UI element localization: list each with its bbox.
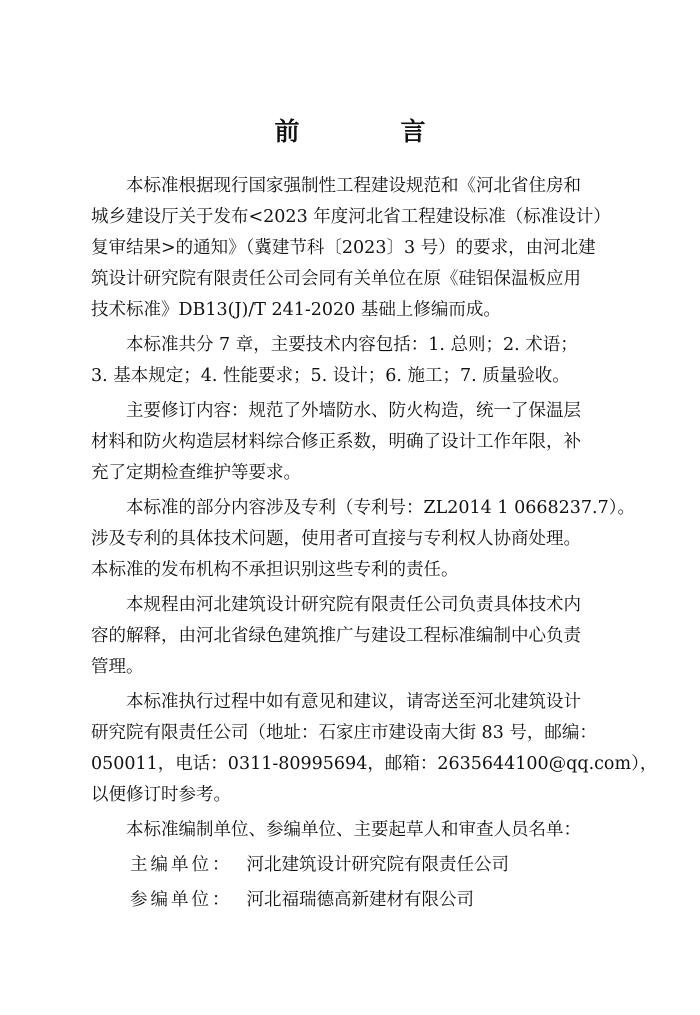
paragraph-line: 充了定期检查维护等要求。 <box>91 463 301 483</box>
paragraph-line: 3. 基本规定；4. 性能要求；5. 设计；6. 施工；7. 质量验收。 <box>91 366 570 386</box>
unit-value: 河北福瑞德高新建材有限公司 <box>246 890 474 910</box>
paragraph-line: 涉及专利的具体技术问题，使用者可直接与专利权人协商处理。 <box>91 529 581 549</box>
paragraph-main-revisions <box>91 396 611 489</box>
paragraph-feedback <box>91 687 658 811</box>
unit-label: 主编单位： <box>130 855 233 875</box>
paragraph-line: 本规程由河北建筑设计研究院有限责任公司负责具体技术内 <box>126 595 581 615</box>
paragraph-line: 城乡建设厅关于发布<2023 年度河北省工程建设标准（标准设计） <box>91 207 611 227</box>
paragraph-line: 复审结果>的通知》（冀建节科〔2023〕3 号）的要求，由河北建 <box>91 238 596 258</box>
paragraph-line: 以便修订时参考。 <box>91 785 231 805</box>
unit-label: 参编单位： <box>130 890 233 910</box>
preface-body <box>91 171 658 916</box>
paragraph-line: 管理。 <box>91 657 144 677</box>
unit-row-participant <box>91 885 611 916</box>
paragraph-line: 本标准的部分内容涉及专利（专利号：ZL2014 1 0668237.7）。 <box>126 498 635 518</box>
paragraph-line: 筑设计研究院有限责任公司会同有关单位在原《硅铝保温板应用 <box>91 269 581 289</box>
paragraph-chapters <box>91 330 611 392</box>
paragraph-line: 研究院有限责任公司（地址：石家庄市建设南大街 83 号，邮编： <box>91 723 597 743</box>
paragraph-line: 材料和防火构造层材料综合修正系数，明确了设计工作年限，补 <box>91 432 581 452</box>
unit-row-chief-editor <box>91 850 611 881</box>
paragraph-line: 技术标准》DB13(J)/T 241-2020 基础上修编而成。 <box>91 300 501 320</box>
paragraph-line: 本标准执行过程中如有意见和建议，请寄送至河北建筑设计 <box>126 692 581 712</box>
paragraph-patent <box>91 493 635 586</box>
paragraph-line: 容的解释，由河北省绿色建筑推广与建设工程标准编制中心负责 <box>91 626 581 646</box>
paragraph-line: 本标准编制单位、参编单位、主要起草人和审查人员名单： <box>126 820 581 840</box>
paragraph-line: 主要修订内容：规范了外墙防水、防火构造，统一了保温层 <box>126 401 581 421</box>
paragraph-line: 本标准的发布机构不承担识别这些专利的责任。 <box>91 560 459 580</box>
paragraph-units-intro <box>91 815 611 846</box>
paragraph-revision-basis <box>91 171 611 326</box>
paragraph-line: 050011，电话：0311-80995694，邮箱：2635644100@qq.com）， <box>91 754 658 774</box>
page-title: 前 言 <box>274 117 464 146</box>
paragraph-interpretation <box>91 590 611 683</box>
paragraph-line: 本标准根据现行国家强制性工程建设规范和《河北省住房和 <box>126 176 581 196</box>
paragraph-line: 本标准共分 7 章，主要技术内容包括：1. 总则；2. 术语； <box>126 335 578 355</box>
unit-value: 河北建筑设计研究院有限责任公司 <box>246 855 509 875</box>
